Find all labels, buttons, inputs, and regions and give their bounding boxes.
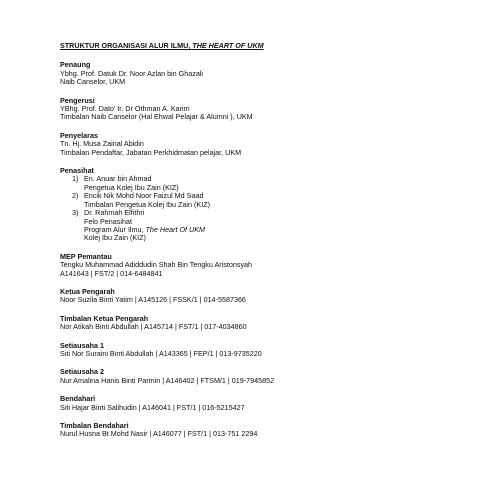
member-details: Nur Amalina Hanis Binti Parmin | A146402 | FTSM/1 | 019-7945852 <box>60 375 275 385</box>
advisor-name: Dr. Rahmah Elfithri <box>84 208 145 218</box>
list-number: 1) <box>72 174 79 184</box>
section-heading: Timbalan Ketua Pengarah <box>60 313 149 323</box>
section-penasihat <box>60 167 460 243</box>
advisor-list <box>60 175 460 242</box>
list-item <box>60 175 460 192</box>
section-timbalan-ketua-pengarah <box>60 315 460 332</box>
list-item <box>60 192 460 209</box>
list-item <box>60 209 460 243</box>
title-main: STRUKTUR ORGANISASI ALUR ILMU, <box>60 41 191 50</box>
section-heading: Pengerusi <box>60 95 95 105</box>
section-heading: Setiausaha 1 <box>60 340 104 350</box>
mep-details: A141643 | FST/2 | 014-6484841 <box>60 268 163 278</box>
section-mep <box>60 253 460 278</box>
member-details: Noor Suzila Binti Yatim | A145126 | FSSK/1 | 014-5587366 <box>60 295 246 305</box>
penyelaras-name: Tn. Hj. Musa Zainal Abidin <box>60 139 144 149</box>
section-heading: Setiausaha 2 <box>60 367 104 377</box>
section-penyelaras <box>60 132 460 157</box>
section-heading: Timbalan Bendahari <box>60 421 129 430</box>
section-heading: Penyelaras <box>60 130 98 140</box>
penaung-name: Ybhg. Prof. Datuk Dr. Noor Azlan bin Ghazali <box>60 68 204 78</box>
penyelaras-position: Timbalan Pendaftar, Jabatan Perkhidmatan pelajar, UKM <box>60 147 242 157</box>
document-body <box>60 42 460 449</box>
advisor-position: Pengetua Kolej Ibu Zain (KIZ) <box>84 182 179 192</box>
member-details: Nurul Husna Bt Mohd Nasir | A146077 | FST/1 | 013-751 2294 <box>60 429 258 439</box>
section-pengerusi <box>60 97 460 122</box>
pengerusi-position: Timbalan Naib Canselor (Hal Ehwal Pelajar & Alumni ), UKM <box>60 112 253 122</box>
section-penaung <box>60 61 460 86</box>
member-details: Siti Nor Suraini Binti Abdullah | A143365 | FEP/1 | 013-9735220 <box>60 348 262 358</box>
advisor-position: Felo Penasihat <box>84 216 132 226</box>
section-heading: Ketua Pengarah <box>60 286 115 296</box>
pengerusi-name: YBhg. Prof. Dato' Ir. Dr Othman A. Karim <box>60 104 190 114</box>
advisor-name: Encik Nik Mohd Noor Faizul Md Saad <box>84 191 204 201</box>
title-italic: THE HEART OF UKM <box>192 41 264 50</box>
advisor-position: Timbalan Pengetua Kolej Ibu Zain (KIZ) <box>84 199 210 209</box>
member-details: Siti Hajar Binti Salihudin | A146041 | FST/1 | 016-5215427 <box>60 402 245 412</box>
section-setiausaha-2 <box>60 368 460 385</box>
section-setiausaha-1 <box>60 342 460 359</box>
section-heading: MEP Pemantau <box>60 251 112 261</box>
document-title <box>60 42 460 50</box>
list-number: 3) <box>72 208 79 218</box>
penaung-position: Naib Canselor, UKM <box>60 77 126 87</box>
program-italic: The Heart Of UKM <box>145 224 206 234</box>
section-bendahari <box>60 395 460 412</box>
member-details: Nor Atikah Binti Abdullah | A145714 | FST/1 | 017-4034860 <box>60 322 247 332</box>
list-number: 2) <box>72 191 79 201</box>
advisor-name: En. Anuar bin Ahmad <box>84 174 152 184</box>
section-heading: Bendahari <box>60 394 96 404</box>
mep-name: Tengku Muhammad Adiddudin Shah Bin Tengku Aristonsyah <box>60 260 253 270</box>
program-label: Program Alur Ilmu, <box>84 224 144 234</box>
section-timbalan-bendahari <box>60 422 460 439</box>
section-ketua-pengarah <box>60 288 460 305</box>
section-heading: Penaung <box>60 60 91 70</box>
section-heading: Penasihat <box>60 166 94 176</box>
advisor-college: Kolej Ibu Zain (KIZ) <box>84 233 146 243</box>
